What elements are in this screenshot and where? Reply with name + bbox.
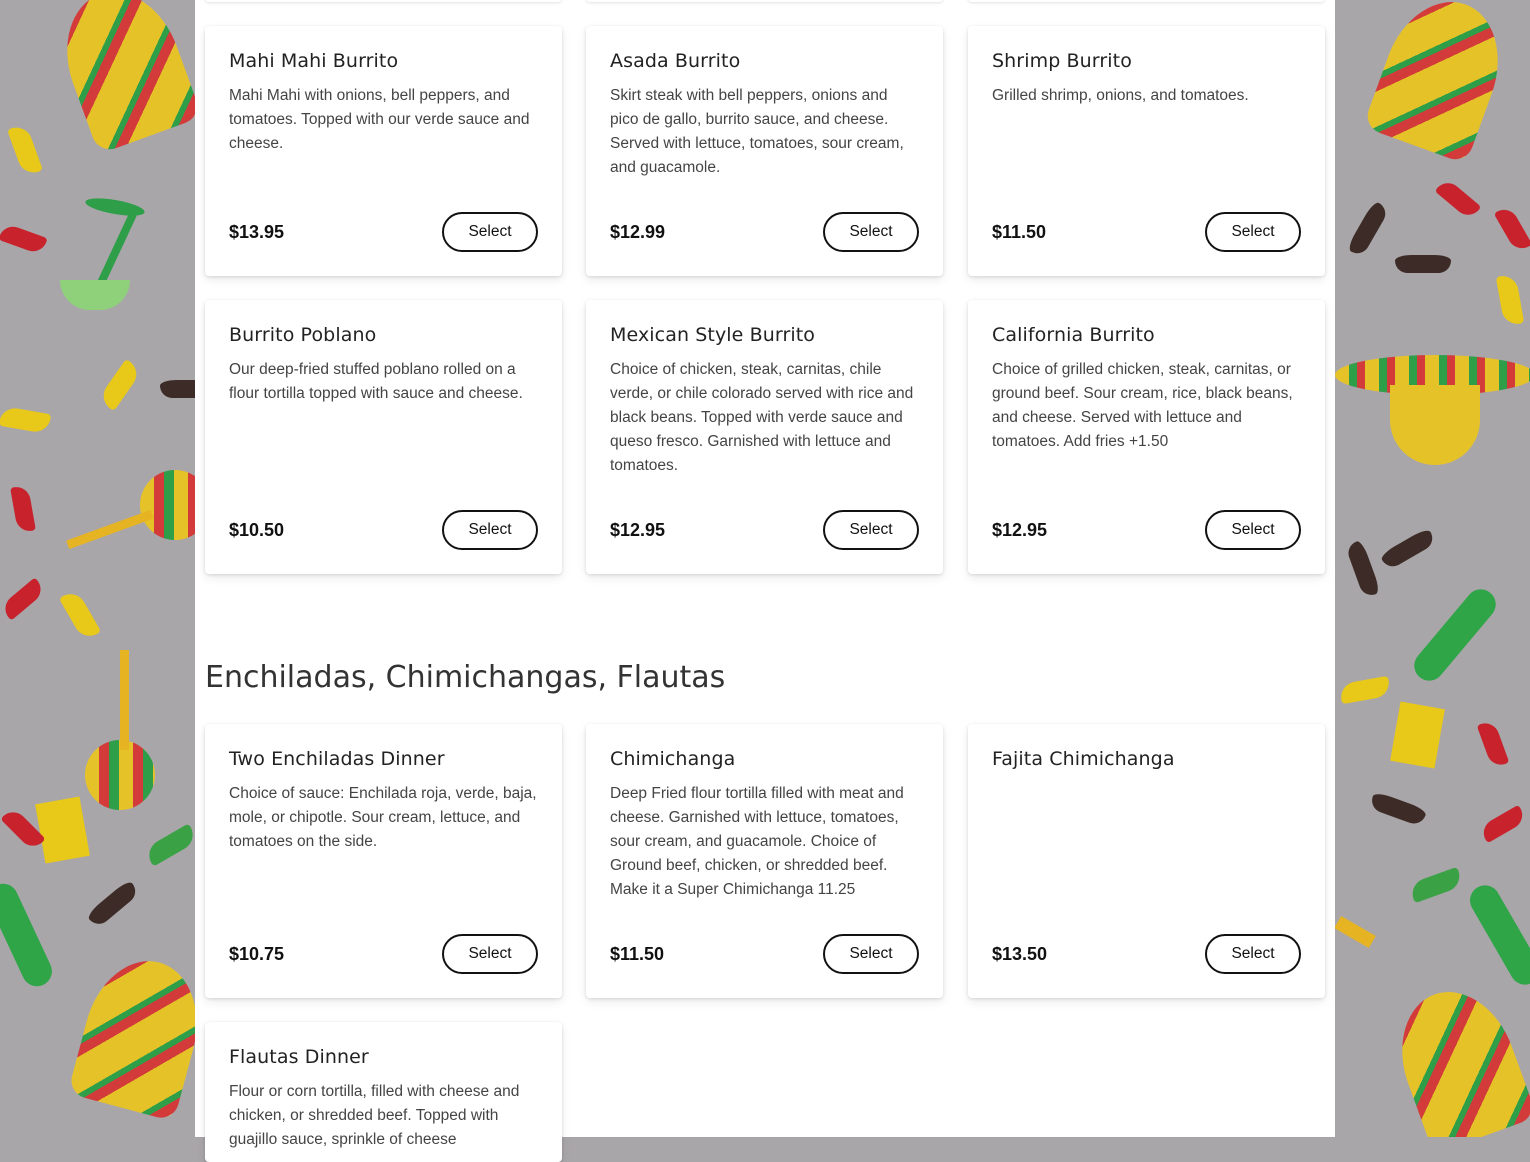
pepper-icon — [143, 823, 198, 866]
tequila-glass-icon — [1390, 702, 1445, 769]
cactus-icon — [1408, 583, 1502, 687]
menu-content — [195, 0, 1335, 1148]
select-button[interactable]: Select — [442, 212, 538, 252]
item-description: Deep Fried flour tortilla filled with meat and cheese. Garnished with lettuce, tomatoes, sour cream, and guacamole. Choice of Ground beef, chicken, or shredded beef. Make it a Super Chimichanga 11.25 — [610, 785, 904, 898]
item-description: Grilled shrimp, onions, and tomatoes. — [992, 87, 1249, 104]
sombrero-icon — [67, 948, 212, 1121]
item-price: $10.50 — [229, 520, 285, 540]
card-partial — [586, 0, 943, 2]
card-partial — [205, 0, 562, 2]
item-price: $13.95 — [229, 222, 285, 242]
select-button[interactable]: Select — [823, 212, 919, 252]
item-description: Choice of sauce: Enchilada roja, verde, baja, mole, or chipotle. Sour cream, lettuce, and tomatoes on the side. — [229, 785, 537, 850]
item-title: Chimichanga — [610, 748, 736, 770]
select-button[interactable]: Select — [1205, 510, 1301, 550]
menu-item-card — [205, 300, 562, 574]
menu-item-card — [586, 300, 943, 574]
cactus-icon — [0, 879, 57, 991]
tequila-glass-icon — [35, 797, 90, 864]
menu-item-card — [968, 300, 1325, 574]
pepper-icon — [7, 123, 43, 177]
mustache-icon — [1369, 791, 1428, 827]
select-button[interactable]: Select — [442, 934, 538, 974]
item-title: California Burrito — [992, 324, 1155, 346]
item-description: Choice of grilled chicken, steak, carnitas, or ground beef. Sour cream, rice, black beans, and cheese. Served with lettuce and tomatoes. Add fries +1.50 — [992, 361, 1293, 450]
item-price: $13.50 — [992, 944, 1048, 964]
menu-item-card — [205, 1022, 562, 1162]
sombrero-icon — [1383, 976, 1530, 1137]
item-title: Asada Burrito — [610, 50, 741, 72]
item-price: $11.50 — [992, 222, 1047, 242]
pepper-icon — [10, 485, 36, 533]
item-price: $12.95 — [992, 520, 1048, 540]
mustache-icon — [1395, 255, 1451, 273]
mustache-icon — [86, 879, 140, 929]
item-description: Our deep-fried stuffed poblano rolled on a flour tortilla topped with sauce and cheese. — [229, 361, 523, 402]
item-price: $10.75 — [229, 944, 285, 964]
item-description: Mahi Mahi with onions, bell peppers, and tomatoes. Topped with our verde sauce and cheese. — [229, 87, 530, 152]
pepper-icon — [1339, 676, 1392, 704]
menu-item-card — [205, 26, 562, 276]
item-title: Mahi Mahi Burrito — [229, 50, 399, 72]
maraca-icon — [85, 740, 155, 810]
card-partial — [968, 0, 1325, 2]
mustache-icon — [1345, 540, 1381, 599]
item-title: Fajita Chimichanga — [992, 748, 1175, 770]
cactus-arm-icon — [1334, 916, 1376, 948]
item-description: Skirt steak with bell peppers, onions and pico de gallo, burrito sauce, and cheese. Served with lettuce, tomatoes, sour cream, and guacamole. — [610, 87, 904, 176]
select-button[interactable]: Select — [442, 510, 538, 550]
item-price: $12.99 — [610, 222, 666, 242]
pepper-icon — [59, 588, 101, 641]
mustache-icon — [1346, 200, 1390, 257]
pepper-icon — [1496, 274, 1524, 327]
item-description: Choice of chicken, steak, carnitas, chile verde, or chile colorado served with rice and black beans. Topped with verde sauce and queso fresco. Garnished with lettuce and tomatoes. — [610, 361, 914, 474]
pepper-icon — [97, 359, 142, 411]
item-title: Two Enchiladas Dinner — [229, 748, 445, 770]
cactus-icon — [1465, 880, 1530, 990]
item-title: Flautas Dinner — [229, 1046, 369, 1068]
sombrero-icon — [1363, 0, 1518, 164]
item-title: Burrito Poblano — [229, 324, 377, 346]
item-title: Mexican Style Burrito — [610, 324, 816, 346]
maraca-handle-icon — [66, 510, 154, 549]
pepper-icon — [1494, 205, 1530, 254]
item-title: Shrimp Burrito — [992, 50, 1132, 72]
mustache-icon — [1379, 527, 1436, 571]
item-price: $12.95 — [610, 520, 666, 540]
menu-item-card — [205, 724, 562, 998]
pepper-icon — [0, 577, 46, 620]
menu-item-card — [586, 26, 943, 276]
item-description: Flour or corn tortilla, filled with cheese and chicken, or shredded beef. Topped with guajillo sauce, sprinkle of cheese — [229, 1083, 520, 1148]
select-button[interactable]: Select — [1205, 934, 1301, 974]
maraca-handle-icon — [120, 650, 129, 750]
pepper-icon — [1408, 867, 1464, 904]
pepper-icon — [1477, 719, 1510, 768]
select-button[interactable]: Select — [823, 510, 919, 550]
select-button[interactable]: Select — [823, 934, 919, 974]
menu-item-card — [968, 26, 1325, 276]
sombrero-icon — [48, 0, 203, 154]
menu-item-card — [968, 724, 1325, 998]
select-button[interactable]: Select — [1205, 212, 1301, 252]
section-title: Enchiladas, Chimichangas, Flautas — [205, 660, 726, 695]
margarita-glass-icon — [40, 200, 140, 330]
pepper-icon — [0, 406, 51, 434]
pepper-icon — [1435, 177, 1482, 220]
pepper-icon — [1479, 805, 1528, 844]
sombrero-crown-icon — [1390, 385, 1480, 465]
menu-item-card — [586, 724, 943, 998]
item-price: $11.50 — [610, 944, 665, 964]
